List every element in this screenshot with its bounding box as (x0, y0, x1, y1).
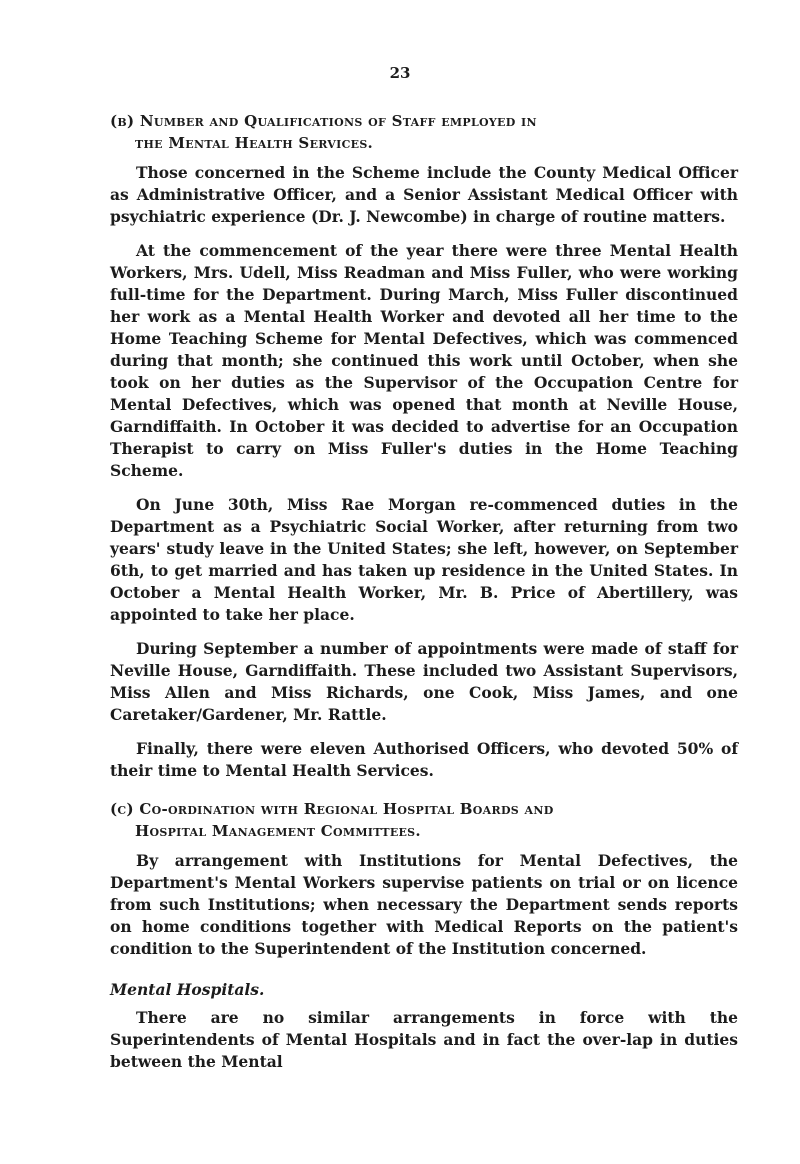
section-c-heading (110, 798, 738, 842)
section-b-heading-line2: the Mental Health Services. (135, 134, 374, 152)
section-b-heading-line1: (b) Number and Qualifications of Staff employed in (110, 112, 537, 130)
mental-hospitals-paragraph: There are no similar arrangements in force with the Superintendents of Mental Hospitals and in fact the over-lap in duties between the Mental (110, 1008, 738, 1071)
section-b-paragraph: At the commencement of the year there were three Mental Health Workers, Mrs. Udell, Miss Readman and Miss Fuller, who were working full-time for the Department. During March, Miss Fuller discontinued her work as a Mental Health Worker and devoted all her time to the Home Teaching Scheme for Mental Defectives, which was commenced during that month; she continued this work until October, when she took on her duties as the Supervisor of the Occupation Centre for Mental Defectives, which was opened that month at Neville House, Garndiffaith. In October it was decided to advertise for an Occupation Therapist to carry on Miss Fuller's duties in the Home Teaching Scheme. (110, 241, 738, 480)
section-b-paragraph: Those concerned in the Scheme include the County Medical Officer as Administrative Officer, and a Senior Assistant Medical Officer with psychiatric experience (Dr. J. Newcombe) in charge of routine matters. (110, 163, 738, 226)
section-b-paragraph: On June 30th, Miss Rae Morgan re-commenced duties in the Department as a Psychiatric Social Worker, after returning from two years' study leave in the United States; she left, however, on September 6th, to get married and has taken up residence in the United States. In October a Mental Health Worker, Mr. B. Price of Abertillery, was appointed to take her place. (110, 495, 738, 624)
section-b-heading (110, 110, 738, 154)
section-b-paragraph: During September a number of appointments were made of staff for Neville House, Garndiffaith. These included two Assistant Supervisors, Miss Allen and Miss Richards, one Cook, Miss James, and one Caretaker/Gardener, Mr. Rattle. (110, 639, 738, 724)
page-number: 23 (389, 64, 411, 82)
section-c-paragraph: By arrangement with Institutions for Mental Defectives, the Department's Mental Workers supervise patients on trial or on licence from such Institutions; when necessary the Department sends reports on home conditions together with Medical Reports on the patient's condition to the Superintendent of the Institution concerned. (110, 851, 738, 958)
mental-hospitals-subheading: Mental Hospitals. (110, 980, 265, 999)
section-c-heading-line2: Hospital Management Committees. (135, 822, 421, 840)
section-c-heading-line1: (c) Co-ordination with Regional Hospital Boards and (110, 800, 554, 818)
section-b-paragraph: Finally, there were eleven Authorised Officers, who devoted 50% of their time to Mental Health Services. (110, 739, 738, 780)
page-content (110, 110, 738, 1085)
